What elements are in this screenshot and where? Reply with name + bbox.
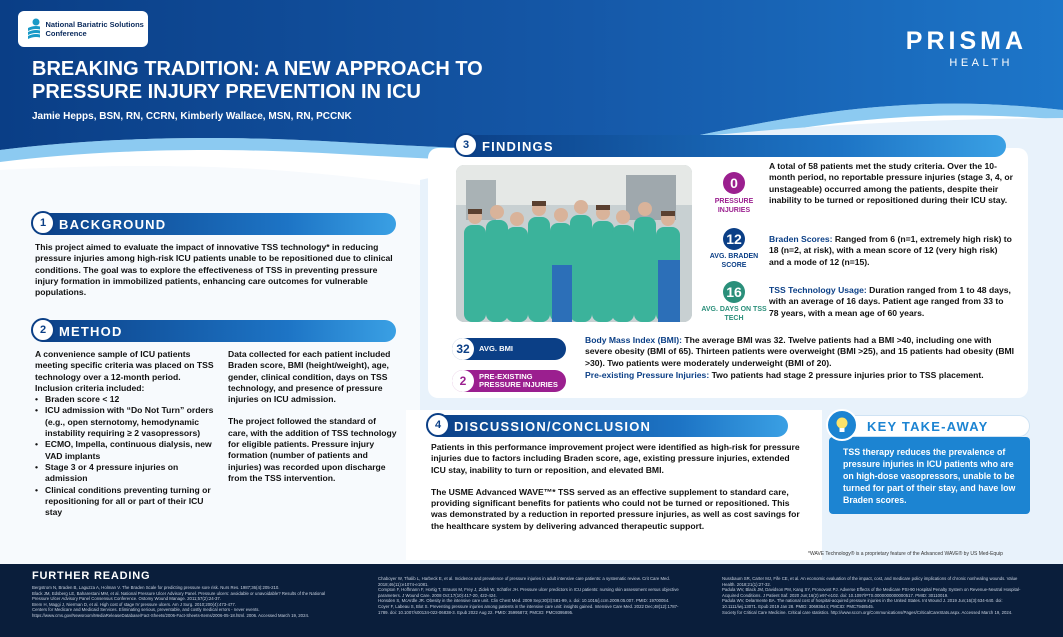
braden-scores-body: Ranged from 6 (n=1, extremely high risk) to 18 (n=2, at risk), with a mean score of 12 (very high risk) and a mode of 12 (n=15). xyxy=(769,234,1012,267)
discussion-p1: Patients in this performance improvement project were identified as high-risk for pressure injuries due to factors including Braden score, age, existing pressure injuries, extended ICU stay, inability to turn or reposition, and elevated BMI. xyxy=(431,442,800,475)
method-right-column xyxy=(228,349,398,484)
background-number: 1 xyxy=(31,211,55,235)
authors: Jamie Hepps, BSN, RN, CCRN, Kimberly Wallace, MSN, RN, PCCNK xyxy=(32,111,352,122)
discussion-text xyxy=(431,442,803,532)
method-number: 2 xyxy=(31,318,55,342)
inclusion-criteria-list xyxy=(35,394,217,518)
findings-number: 3 xyxy=(454,133,478,157)
tss-usage-body: Duration ranged from 1 to 48 days, with an average of 16 days. Patient age ranged from 33 to 78 years, with a mean age of 60 years. xyxy=(769,285,1011,318)
pill-pre-existing-value: 2 xyxy=(452,370,474,392)
stat-braden-value: 12 xyxy=(723,228,745,250)
braden-scores-text xyxy=(769,234,1014,268)
background-heading: BACKGROUND xyxy=(59,216,167,232)
background-header xyxy=(33,213,396,235)
references-column-2: Chaboyer W, Thalib L, Harbeck E, et al. Incidence and prevalence of pressure injuries in adult intensive care patients: a systematic review. Crit Care Med. 2018;46(11):e1074-e1081. Compton F, Hoffmann F, Hortig T, Strauss M, Frey J, Zidek W, Schäfer JH. Pressure ulcer predictors in ICU patients: nursing skin assessment versus objective parameters. J Wound Care. 2008 Oct;17(10):417-20, 422-424. Honsden S, McArdle JR. Obesity in the intensive care unit. Clin Chest Med. 2009 Sep;30(3):581-99, x. doi: 10.1016/j.ccm.2009.05.007. PMID: 19700054. Coyer F, Labeau S, Blot S. Preventing pressure injuries among patients in the intensive care unit: insights gained. Intensive Care Med. 2022 Dec;48(12):1787-1789. doi: 10.1007/s00134-022-06838-3. Epub 2022 Aug 22. PMID: 35995873; PMCID: PMC9395895. xyxy=(378,576,679,615)
stat-pressure-injuries-value: 0 xyxy=(723,172,745,194)
pill-pre-existing xyxy=(452,370,566,392)
brand-name: PRISMA xyxy=(905,27,1027,55)
references-column-1: Bergstrom N, Braden B, Laguzza A, Holman V. The Braden Scale for predicting pressure sore risk. Nurs Res. 1987;36(4):205-210. Black JM, Edsberg LE, Baharestani MM, et al. National Pressure Ulcer Advisory Panel. Pressure ulcers: avoidable or unavoidable? Results of the National Pressure Ulcer Advisory Panel Consensus Conference. Ostomy Wound Manage. 2011;57(2):24-37. Brem H, Maggi J, Nierman D, et al. High cost of stage IV pressure ulcers. Am J Surg. 2010;200(4):473-477. Centers for Medicare and Medicaid Services. Eliminating serious, preventable, and costly medical errors - never events. https://www.cms.gov/Newsroom/MediaReleaseDatabase/Fact-Sheets/2006-Fact-Sheets-Items/2006-05-18.html. 2006. Accessed March 19, 2024. xyxy=(32,585,326,618)
pill-avg-bmi-label: AVG. BMI xyxy=(479,344,514,353)
conference-logo-text: National Bariatric Solutions Conference xyxy=(45,20,144,38)
criteria-item: • Clinical conditions preventing turning or repositioning for all or part of their ICU stay xyxy=(35,485,217,519)
key-takeaway-text: TSS therapy reduces the prevalence of pressure injuries in ICU patients who are on high-dose vasopressors, unable to be turned for part of their stay, and have low Braden scores. xyxy=(843,447,1016,505)
lightbulb-icon xyxy=(826,409,858,441)
pill-pre-existing-label: PRE-EXISTING PRESSURE INJURIES xyxy=(479,372,558,389)
discussion-heading: DISCUSSION/CONCLUSION xyxy=(454,418,652,434)
stat-days-label: AVG. DAYS ON TSS TECH xyxy=(701,306,767,322)
brand-sub: HEALTH xyxy=(949,57,1013,69)
bmi-body: The average BMI was 32. Twelve patients had a BMI >40, including one with severe obesity (BMI of 65). Thirteen patients were overweight (BMI >25), and 15 patients had obesity (BMI >30). Two patients were moderately underweight (BMI of 20). xyxy=(585,335,1015,368)
bmi-label: Body Mass Index (BMI): xyxy=(585,335,682,345)
bmi-text xyxy=(585,335,1015,369)
criteria-item: • Stage 3 or 4 pressure injuries on admission xyxy=(35,462,217,485)
poster-title: BREAKING TRADITION: A NEW APPROACH TO PRESSURE INJURY PREVENTION IN ICU xyxy=(32,58,483,103)
team-photo-image xyxy=(456,165,692,322)
discussion-header xyxy=(428,415,788,437)
discussion-p2: The USME Advanced WAVE™* TSS served as an effective supplement to standard care, providing significant benefits for patients who could not be turned or repositioned. This was demonstrated by a reduction in reported pressure injuries, as well as cost savings for the healthcare system by delivering advanced therapeutic support. xyxy=(431,486,800,531)
findings-header xyxy=(456,135,1006,157)
background-text: This project aimed to evaluate the impact of innovative TSS technology* in reducing pressure injuries among high-risk ICU patients unable to be repositioned due to clinical conditions. The goal was to explore the effectiveness of TSS in preventing pressure injury formation in immobilized patients, enhancing care outcomes for vulnerable populations. xyxy=(35,242,393,298)
method-left-column xyxy=(35,349,217,518)
stat-braden-label: AVG. BRADEN SCORE xyxy=(709,253,759,269)
method-heading: METHOD xyxy=(59,323,123,339)
tss-usage-label: TSS Technology Usage: xyxy=(769,285,867,295)
data-collected-text: Data collected for each patient included Braden score, BMI (height/weight), age, gender, clinical condition, days on TSS technology, and presence of pressure injuries on ICU admission. xyxy=(228,349,391,405)
wave-footnote: *WAVE Technology® is a proprietary feature of the Advanced WAVE® by US Med-Equip xyxy=(808,551,1003,557)
discussion-number: 4 xyxy=(426,413,450,437)
references-column-3: Nussbaum SR, Carter MJ, Fife CE, et al. An economic evaluation of the impact, cost, and medicare policy implications of chronic nonhealing wounds. Value Health. 2018;21(1):27-32. Padula WV, Black JM, Davidson PM, Kang SY, Pronovost PJ. Adverse Effects of the Medicare PSI-90 Hospital Penalty System on Revenue-Neutral Hospital-Acquired Conditions. J Patient Saf. 2020 Jun;16(2):e97-e102. doi: 10.1097/PTS.0000000000000517. PMID: 30110019. Padula WV, Delarmente BA. The national cost of hospital-acquired pressure injuries in the United States. Int Wound J. 2019 Jun;16(3):634-640. doi: 10.1111/iwj.13071. Epub 2019 Jan 28. PMID: 30693644; PMCID: PMC7948545. Society for Critical Care Medicine. Critical care statistics. http://www.sccm.org/Communications/Pages/CriticalCareStats.aspx. Accessed March 19, 2024. xyxy=(722,576,1021,615)
team-photo xyxy=(456,165,692,322)
stat-pressure-injuries-label: PRESSURE INJURIES xyxy=(714,198,754,214)
pill-avg-bmi xyxy=(452,338,566,360)
criteria-item: • ICU admission with “Do Not Turn” orders (e.g., open sternotomy, hemodynamic instability requiring ≥ 2 vasopressors) xyxy=(35,405,217,439)
pre-existing-text xyxy=(585,370,1015,381)
method-intro: A convenience sample of ICU patients meeting specific criteria was placed on TSS technology over a 12-month period. xyxy=(35,349,214,382)
findings-heading: FINDINGS xyxy=(482,138,554,154)
inclusion-label: Inclusion criteria included: xyxy=(35,382,145,393)
further-reading-heading: FURTHER READING xyxy=(32,570,151,582)
conference-logo-icon xyxy=(26,18,40,40)
criteria-item: • Braden score < 12 xyxy=(35,394,217,405)
findings-summary: A total of 58 patients met the study criteria. Over the 10-month period, no reportable pressure injuries (stage 3, 4, or unstageable) occurred among the patients, despite their inability to be turned or repositioned during their ICU stay. xyxy=(769,161,1014,205)
braden-scores-label: Braden Scores: xyxy=(769,234,833,244)
pre-existing-label: Pre-existing Pressure Injuries: xyxy=(585,370,710,380)
key-takeaway-header xyxy=(830,415,1030,437)
stat-days-value: 16 xyxy=(723,281,745,303)
key-takeaway-heading: KEY TAKE-AWAY xyxy=(867,418,989,434)
criteria-item: • ECMO, Impella, continuous dialysis, new VAD implants xyxy=(35,439,217,462)
conference-logo xyxy=(18,11,148,47)
pill-avg-bmi-value: 32 xyxy=(452,338,474,360)
tss-usage-text xyxy=(769,285,1014,319)
pre-existing-body: Two patients had stage 2 pressure injuries prior to TSS placement. xyxy=(709,370,984,380)
method-header xyxy=(33,320,396,342)
standard-care-text: The project followed the standard of care, with the addition of TSS technology for eligible patients. Pressure injury formation (number of patients and injuries) was recorded upon discharge from the TSS intervention. xyxy=(228,416,397,483)
